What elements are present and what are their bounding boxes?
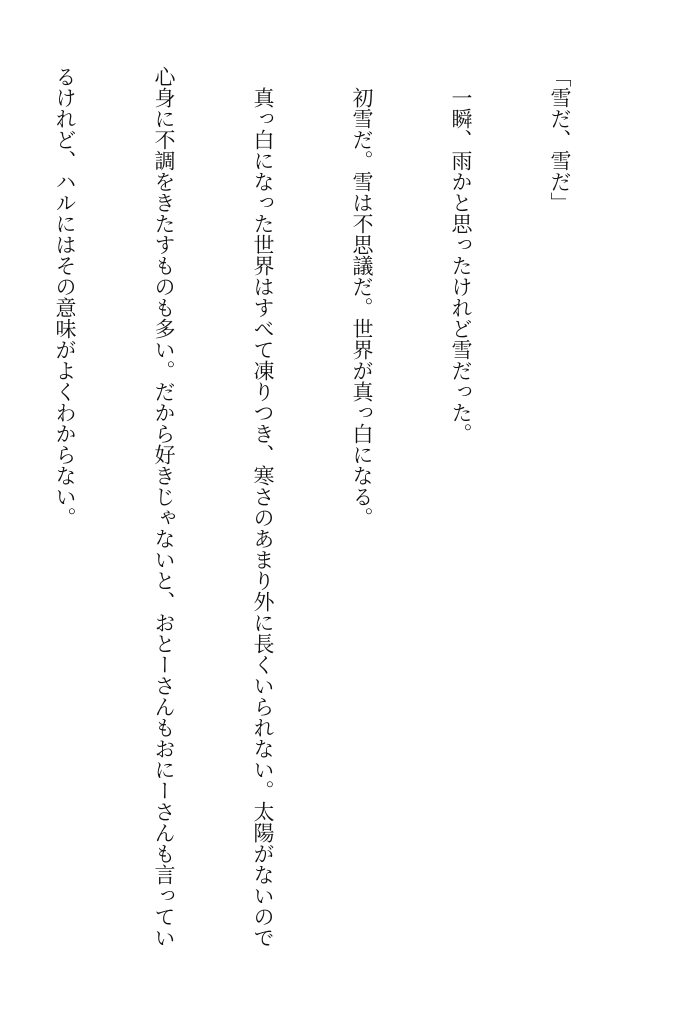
- text-line: 「雪だ、雪だ」: [548, 66, 572, 213]
- text-line: 一瞬、雨かと思ったけれど雪だった。: [449, 66, 473, 444]
- text-line: 初雪だ。雪は不思議だ。世界が真っ白になる。: [350, 66, 374, 528]
- text-line: 心身に不調をきたすものも多い。だから好きじゃないと、おとーさんもおにーさんも言ってい: [152, 66, 176, 948]
- text-line: 真っ白になった世界はすべて凍りつき、寒さのあまり外に長くいられない。太陽がないので: [251, 66, 275, 948]
- text-line: るけれど、ハルにはその意味がよくわからない。: [53, 66, 77, 528]
- vertical-text-body: [0, 66, 642, 966]
